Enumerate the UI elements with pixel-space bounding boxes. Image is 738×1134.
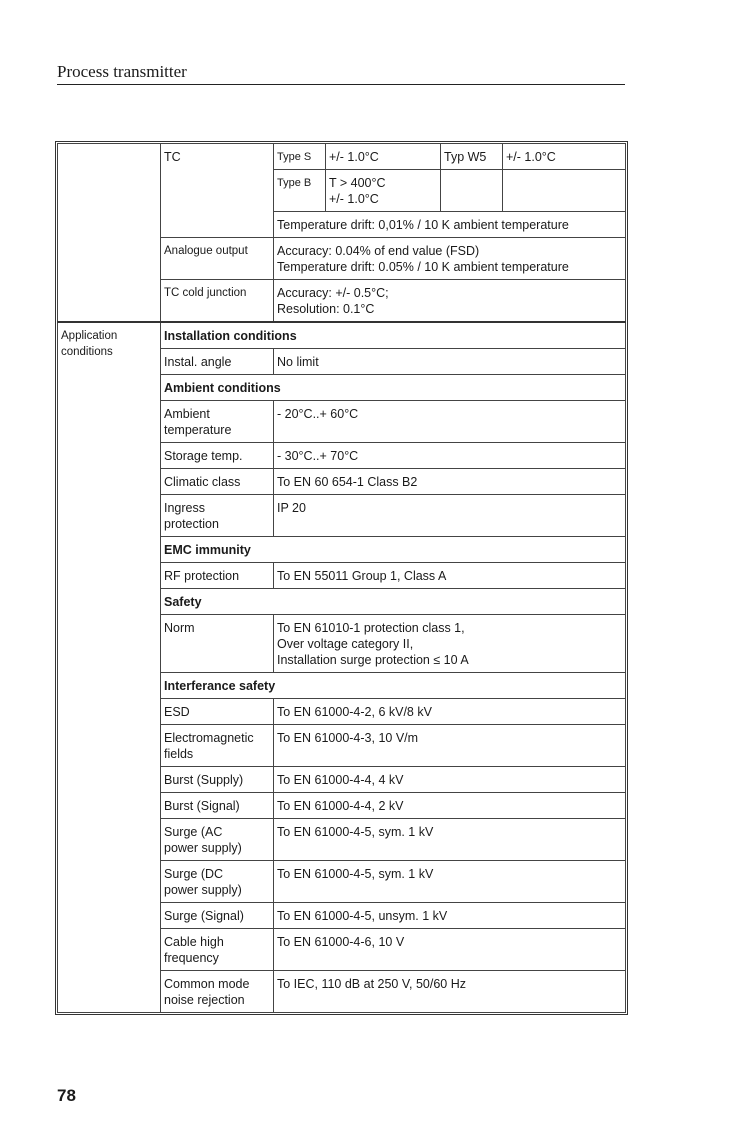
cable-label bbox=[161, 929, 274, 971]
norm-line3: Installation surge protection ≤ 10 A bbox=[277, 653, 469, 667]
norm-label: Norm bbox=[161, 615, 274, 673]
surge-ac-label-1: Surge (AC bbox=[164, 825, 223, 839]
ingress-label bbox=[161, 495, 274, 537]
surge-ac-label bbox=[161, 819, 274, 861]
emc-heading: EMC immunity bbox=[161, 537, 626, 563]
surge-dc-value: To EN 61000-4-5, sym. 1 kV bbox=[274, 861, 626, 903]
cable-label-1: Cable high bbox=[164, 935, 224, 949]
rf-protection-value: To EN 55011 Group 1, Class A bbox=[274, 563, 626, 589]
empty-cell bbox=[441, 170, 503, 212]
type-b-label: Type B bbox=[274, 170, 326, 212]
analogue-output-value bbox=[274, 238, 626, 280]
burst-supply-label: Burst (Supply) bbox=[161, 767, 274, 793]
burst-signal-value: To EN 61000-4-4, 2 kV bbox=[274, 793, 626, 819]
cold-junction-label: TC cold junction bbox=[161, 280, 274, 323]
analogue-line1: Accuracy: 0.04% of end value (FSD) bbox=[277, 244, 480, 258]
interference-heading: Interferance safety bbox=[161, 673, 626, 699]
esd-value: To EN 61000-4-2, 6 kV/8 kV bbox=[274, 699, 626, 725]
common-mode-label bbox=[161, 971, 274, 1013]
em-fields-label bbox=[161, 725, 274, 767]
tc-group-cell bbox=[58, 144, 161, 323]
cold-junction-value bbox=[274, 280, 626, 323]
em-label-2: fields bbox=[164, 747, 194, 761]
tc-temp-drift: Temperature drift: 0,01% / 10 K ambient temperature bbox=[274, 212, 626, 238]
analogue-output-label: Analogue output bbox=[161, 238, 274, 280]
header-title: Process transmitter bbox=[57, 62, 187, 81]
installation-heading-row bbox=[58, 322, 626, 349]
cable-label-2: frequency bbox=[164, 951, 219, 965]
em-label-1: Electromagnetic bbox=[164, 731, 254, 745]
norm-line2: Over voltage category II, bbox=[277, 637, 414, 651]
type-b-value bbox=[326, 170, 441, 212]
instal-angle-label: Instal. angle bbox=[161, 349, 274, 375]
surge-dc-label-1: Surge (DC bbox=[164, 867, 224, 881]
surge-ac-value: To EN 61000-4-5, sym. 1 kV bbox=[274, 819, 626, 861]
common-label-2: noise rejection bbox=[164, 993, 245, 1007]
ingress-value: IP 20 bbox=[274, 495, 626, 537]
norm-value bbox=[274, 615, 626, 673]
surge-ac-label-2: power supply) bbox=[164, 841, 242, 855]
ambient-temp-label-2: temperature bbox=[164, 423, 232, 437]
type-b-line2: +/- 1.0°C bbox=[329, 192, 379, 206]
page-header bbox=[57, 62, 625, 85]
esd-label: ESD bbox=[161, 699, 274, 725]
climatic-class-label: Climatic class bbox=[161, 469, 274, 495]
norm-line1: To EN 61010-1 protection class 1, bbox=[277, 621, 465, 635]
ambient-temp-value: - 20°C..+ 60°C bbox=[274, 401, 626, 443]
cold-line2: Resolution: 0.1°C bbox=[277, 302, 375, 316]
rf-protection-label: RF protection bbox=[161, 563, 274, 589]
ambient-temp-label bbox=[161, 401, 274, 443]
spec-table bbox=[57, 143, 626, 1013]
storage-temp-label: Storage temp. bbox=[161, 443, 274, 469]
cold-line1: Accuracy: +/- 0.5°C; bbox=[277, 286, 389, 300]
tc-label: TC bbox=[161, 144, 274, 238]
ambient-temp-label-1: Ambient bbox=[164, 407, 210, 421]
type-s-value: +/- 1.0°C bbox=[326, 144, 441, 170]
safety-heading: Safety bbox=[161, 589, 626, 615]
ingress-label-2: protection bbox=[164, 517, 219, 531]
type-w5-value: +/- 1.0°C bbox=[503, 144, 626, 170]
ambient-heading: Ambient conditions bbox=[161, 375, 626, 401]
climatic-class-value: To EN 60 654-1 Class B2 bbox=[274, 469, 626, 495]
common-mode-value: To IEC, 110 dB at 250 V, 50/60 Hz bbox=[274, 971, 626, 1013]
analogue-line2: Temperature drift: 0.05% / 10 K ambient temperature bbox=[277, 260, 569, 274]
type-s-label: Type S bbox=[274, 144, 326, 170]
burst-signal-label: Burst (Signal) bbox=[161, 793, 274, 819]
ingress-label-1: Ingress bbox=[164, 501, 205, 515]
cable-value: To EN 61000-4-6, 10 V bbox=[274, 929, 626, 971]
installation-heading: Installation conditions bbox=[161, 322, 626, 349]
surge-signal-label: Surge (Signal) bbox=[161, 903, 274, 929]
common-label-1: Common mode bbox=[164, 977, 250, 991]
em-fields-value: To EN 61000-4-3, 10 V/m bbox=[274, 725, 626, 767]
application-conditions-label bbox=[58, 322, 161, 1013]
surge-dc-label-2: power supply) bbox=[164, 883, 242, 897]
instal-angle-value: No limit bbox=[274, 349, 626, 375]
type-w5-label: Typ W5 bbox=[441, 144, 503, 170]
empty-cell bbox=[503, 170, 626, 212]
storage-temp-value: - 30°C..+ 70°C bbox=[274, 443, 626, 469]
burst-supply-value: To EN 61000-4-4, 4 kV bbox=[274, 767, 626, 793]
surge-signal-value: To EN 61000-4-5, unsym. 1 kV bbox=[274, 903, 626, 929]
application-label-line2: conditions bbox=[61, 346, 113, 358]
page-number: 78 bbox=[57, 1086, 76, 1105]
surge-dc-label bbox=[161, 861, 274, 903]
tc-type-s-row bbox=[58, 144, 626, 170]
type-b-line1: T > 400°C bbox=[329, 176, 386, 190]
application-label-line1: Application bbox=[61, 330, 118, 342]
